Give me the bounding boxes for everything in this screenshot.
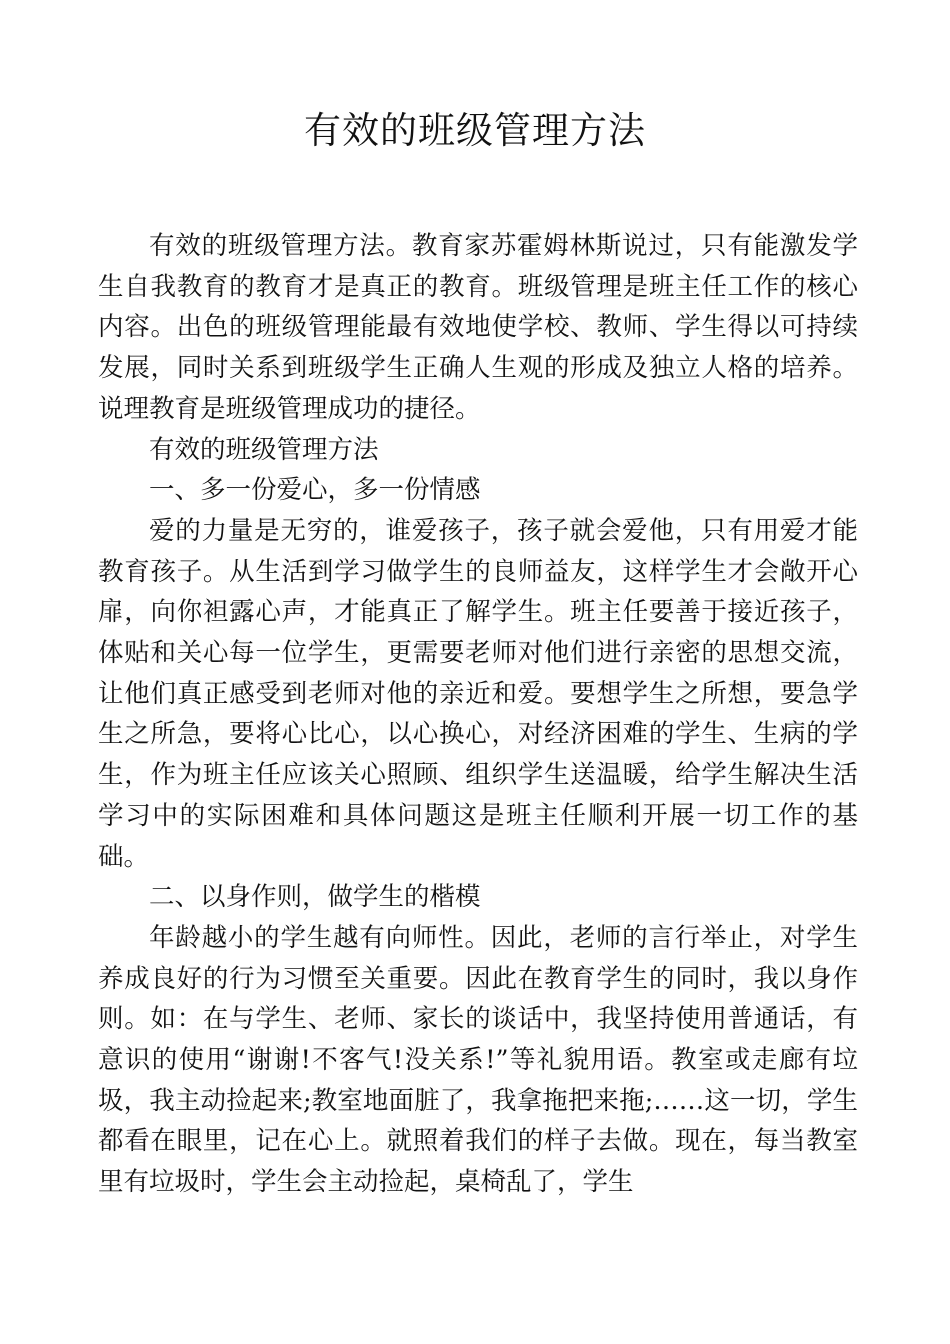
document-body [98,226,858,1203]
paragraph-intro: 有效的班级管理方法。教育家苏霍姆林斯说过，只有能激发学生自我教育的教育才是真正的教育。班级管理是班主任工作的核心内容。出色的班级管理能最有效地使学校、教师、学生得以可持续发展，同时关系到班级学生正确人生观的形成及独立人格的培养。说理教育是班级管理成功的捷径。 [98,231,858,424]
paragraph-subtitle: 有效的班级管理方法 [149,434,379,465]
section-heading-1: 一、多一份爱心，多一份情感 [149,475,481,506]
section-heading-2: 二、以身作则，做学生的楷模 [149,882,481,913]
paragraph-section-1: 爱的力量是无穷的，谁爱孩子，孩子就会爱他，只有用爱才能教育孩子。从生活到学习做学生的良师益友，这样学生才会敞开心扉，向你袒露心声，才能真正了解学生。班主任要善于接近孩子，体贴和关心每一位学生，更需要老师对他们进行亲密的思想交流，让他们真正感受到老师对他的亲近和爱。要想学生之所想，要急学生之所急，要将心比心，以心换心，对经济困难的学生、生病的学生，作为班主任应该关心照顾、组织学生送温暖，给学生解决生活学习中的实际困难和具体问题这是班主任顺利开展一切工作的基础。 [98,515,858,872]
document-title: 有效的班级管理方法 [304,109,646,152]
paragraph-section-2: 年龄越小的学生越有向师性。因此，老师的言行举止，对学生养成良好的行为习惯至关重要。因此在教育学生的同时，我以身作则。如：在与学生、老师、家长的谈话中，我坚持使用普通话，有意识的使用“谢谢!不客气!没关系!”等礼貌用语。教室或走廊有垃圾，我主动捡起来;教室地面脏了，我拿拖把来拖;……这一切，学生都看在眼里，记在心上。就照着我们的样子去做。现在，每当教室里有垃圾时，学生会主动捡起，桌椅乱了，学生 [98,922,858,1198]
